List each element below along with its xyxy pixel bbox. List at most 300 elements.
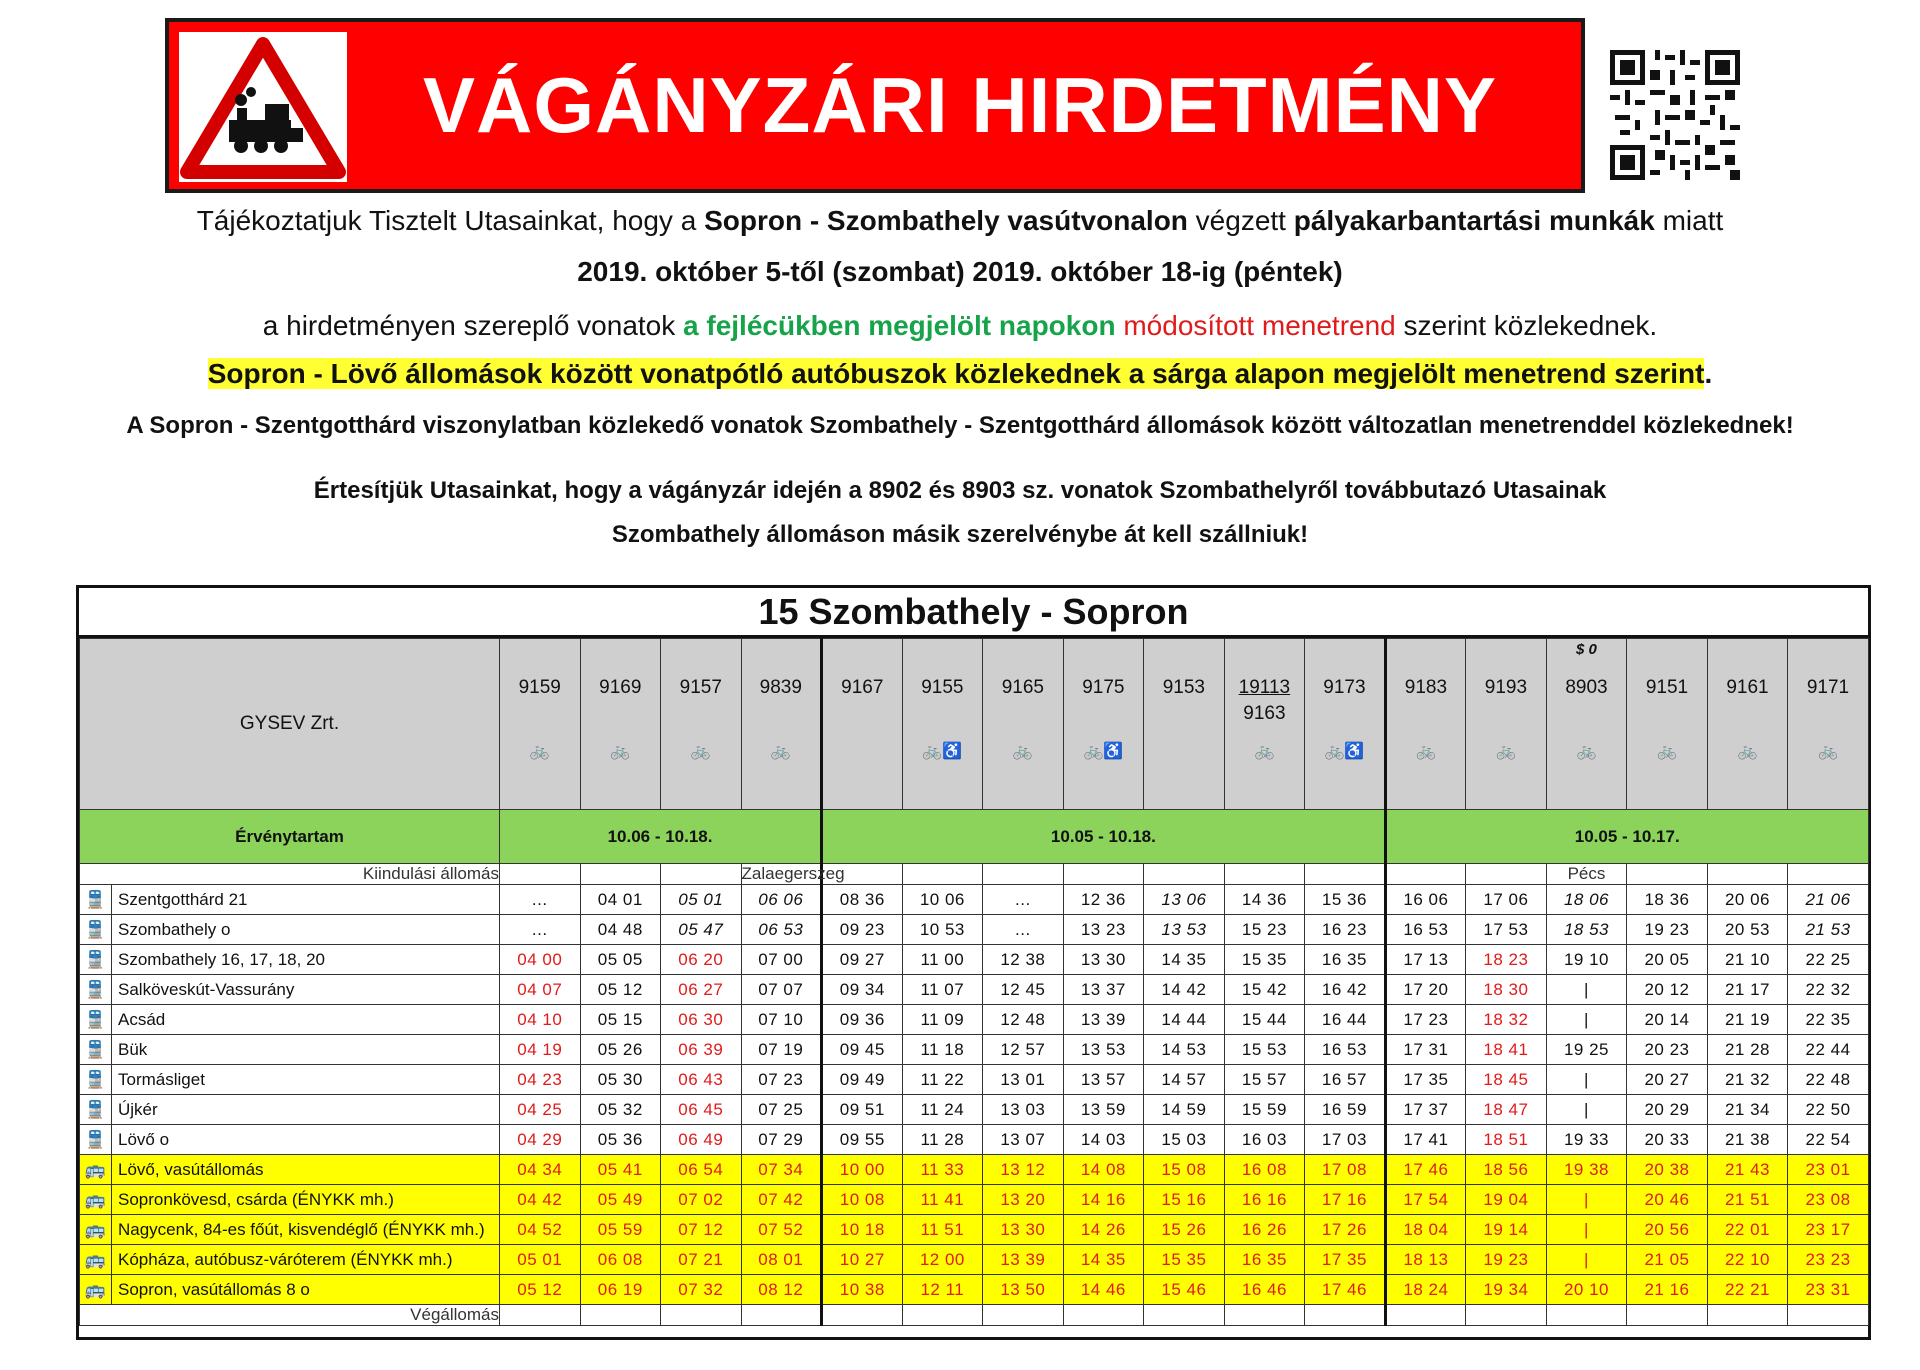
departure-time: 05 05 xyxy=(580,945,661,975)
departure-time: 13 03 xyxy=(983,1095,1064,1125)
departure-time: 14 08 xyxy=(1063,1155,1144,1185)
mini-cell xyxy=(1627,864,1708,885)
departure-time: 12 57 xyxy=(983,1035,1064,1065)
train-number: 9167 xyxy=(841,677,884,698)
departure-time: | xyxy=(1546,1185,1627,1215)
timetable xyxy=(76,585,1871,1340)
departure-time: 05 26 xyxy=(580,1035,661,1065)
departure-time: 07 23 xyxy=(741,1065,822,1095)
train-header xyxy=(1305,639,1386,810)
departure-time: 16 44 xyxy=(1305,1005,1386,1035)
departure-time: 15 16 xyxy=(1144,1185,1225,1215)
departure-time: 05 01 xyxy=(661,885,742,915)
departure-time: 22 50 xyxy=(1788,1095,1869,1125)
departure-time: 14 59 xyxy=(1144,1095,1225,1125)
mini-cell xyxy=(500,1305,581,1326)
departure-time: 11 22 xyxy=(902,1065,983,1095)
train-number-secondary xyxy=(1144,703,1224,725)
departure-time: 16 35 xyxy=(1305,945,1386,975)
departure-time: 19 10 xyxy=(1546,945,1627,975)
train-icon: 🚆 xyxy=(80,915,112,945)
departure-time: 21 06 xyxy=(1788,885,1869,915)
departure-time: 17 37 xyxy=(1385,1095,1466,1125)
departure-time: 21 51 xyxy=(1707,1185,1788,1215)
departure-time: 21 17 xyxy=(1707,975,1788,1005)
departure-time: 21 34 xyxy=(1707,1095,1788,1125)
notice-paragraph-1 xyxy=(0,205,1920,237)
departure-time: 15 35 xyxy=(1224,945,1305,975)
departure-time: | xyxy=(1546,1215,1627,1245)
timetable-title: 15 Szombathely - Sopron xyxy=(79,588,1868,638)
departure-time: 07 07 xyxy=(741,975,822,1005)
departure-time: 13 30 xyxy=(1063,945,1144,975)
bicycle-icon: 🚲 xyxy=(1415,743,1436,760)
timetable-grid xyxy=(79,638,1869,1326)
notice-red-text: módosított menetrend xyxy=(1123,310,1396,341)
departure-time: 06 45 xyxy=(661,1095,742,1125)
notice-paragraph-3 xyxy=(0,310,1920,342)
departure-time: 13 30 xyxy=(983,1215,1064,1245)
departure-time: | xyxy=(1546,1065,1627,1095)
train-number-secondary xyxy=(661,703,741,725)
mini-cell xyxy=(1707,1305,1788,1326)
departure-time: 15 26 xyxy=(1144,1215,1225,1245)
departure-time: 05 32 xyxy=(580,1095,661,1125)
banner-title: VÁGÁNYZÁRI HIRDETMÉNY xyxy=(422,61,1498,149)
mini-cell xyxy=(1063,1305,1144,1326)
departure-time: 16 03 xyxy=(1224,1125,1305,1155)
bicycle-icon: 🚲♿ xyxy=(1083,743,1124,760)
train-header xyxy=(1707,639,1788,810)
departure-time: 06 27 xyxy=(661,975,742,1005)
departure-time: 05 30 xyxy=(580,1065,661,1095)
mini-cell xyxy=(1144,864,1225,885)
departure-time: 09 55 xyxy=(822,1125,903,1155)
train-icon: 🚆 xyxy=(80,975,112,1005)
departure-time: 12 11 xyxy=(902,1275,983,1305)
notice-banner xyxy=(165,18,1585,193)
departure-time: 11 51 xyxy=(902,1215,983,1245)
departure-time: 20 46 xyxy=(1627,1185,1708,1215)
departure-time: 10 38 xyxy=(822,1275,903,1305)
departure-time: 13 39 xyxy=(983,1245,1064,1275)
departure-time: 21 53 xyxy=(1788,915,1869,945)
station-name: Lövő, vasútállomás xyxy=(112,1155,500,1185)
notice-work-type: pályakarbantartási munkák xyxy=(1293,205,1655,236)
departure-time: 04 23 xyxy=(500,1065,581,1095)
departure-time: 20 10 xyxy=(1546,1275,1627,1305)
departure-time: 18 13 xyxy=(1385,1245,1466,1275)
departure-time: 04 01 xyxy=(580,885,661,915)
bicycle-icon: 🚲 xyxy=(1012,743,1033,760)
departure-time: 15 42 xyxy=(1224,975,1305,1005)
train-icon: 🚆 xyxy=(80,885,112,915)
departure-time: 13 59 xyxy=(1063,1095,1144,1125)
train-number-secondary xyxy=(500,703,580,725)
departure-time: 07 34 xyxy=(741,1155,822,1185)
departure-time: 18 24 xyxy=(1385,1275,1466,1305)
departure-time: 18 36 xyxy=(1627,885,1708,915)
railway-crossing-sign-icon xyxy=(179,32,347,182)
departure-time: 15 57 xyxy=(1224,1065,1305,1095)
departure-time: 20 12 xyxy=(1627,975,1708,1005)
bicycle-icon: 🚲 xyxy=(1576,743,1597,760)
mini-cell xyxy=(1224,1305,1305,1326)
departure-time: 17 31 xyxy=(1385,1035,1466,1065)
mini-cell xyxy=(1385,1305,1466,1326)
train-symbol xyxy=(1788,641,1868,663)
train-number-secondary xyxy=(1466,703,1546,725)
station-name: Szentgotthárd 21 xyxy=(112,885,500,915)
notice-transfer-1: Értesítjük Utasainkat, hogy a vágányzár idején a 8902 és 8903 sz. vonatok Szombathelyről továbbutazó Utasainak xyxy=(313,477,1607,504)
train-header xyxy=(1385,639,1466,810)
train-number: 8903 xyxy=(1565,677,1608,698)
notice-text: miatt xyxy=(1654,205,1724,236)
departure-time: 07 00 xyxy=(741,945,822,975)
departure-time: 20 29 xyxy=(1627,1095,1708,1125)
departure-time: 14 46 xyxy=(1063,1275,1144,1305)
departure-time: 14 03 xyxy=(1063,1125,1144,1155)
departure-time: 04 34 xyxy=(500,1155,581,1185)
departure-time: 22 10 xyxy=(1707,1245,1788,1275)
bicycle-icon: 🚲♿ xyxy=(922,743,963,760)
train-number: 9159 xyxy=(518,677,561,698)
station-name: Tormásliget xyxy=(112,1065,500,1095)
mini-cell xyxy=(1224,864,1305,885)
train-symbol xyxy=(1627,641,1707,663)
departure-time: 17 46 xyxy=(1385,1155,1466,1185)
departure-time: 13 50 xyxy=(983,1275,1064,1305)
station-name: Sopronkövesd, csárda (ÉNYKK mh.) xyxy=(112,1185,500,1215)
departure-time: 05 49 xyxy=(580,1185,661,1215)
departure-time: 05 12 xyxy=(500,1275,581,1305)
departure-time: 17 13 xyxy=(1385,945,1466,975)
bicycle-icon: 🚲 xyxy=(1818,743,1838,760)
train-number-secondary xyxy=(983,703,1063,725)
departure-time: 13 01 xyxy=(983,1065,1064,1095)
bicycle-icon: 🚲 xyxy=(1657,743,1677,760)
departure-time: 15 44 xyxy=(1224,1005,1305,1035)
train-icon: 🚆 xyxy=(80,1005,112,1035)
notice-szentgotthard: A Sopron - Szentgotthárd viszonylatban közlekedő vonatok Szombathely - Szentgotthárd állomások között változatlan menetrenddel közlekednek! xyxy=(126,412,1794,439)
departure-time: 07 10 xyxy=(741,1005,822,1035)
bicycle-icon: 🚲 xyxy=(770,743,791,760)
departure-time: 19 23 xyxy=(1466,1245,1547,1275)
departure-time: 21 19 xyxy=(1707,1005,1788,1035)
departure-time: 23 08 xyxy=(1788,1185,1869,1215)
departure-time: 14 26 xyxy=(1063,1215,1144,1245)
departure-time: 06 08 xyxy=(580,1245,661,1275)
departure-time: 12 38 xyxy=(983,945,1064,975)
train-symbol xyxy=(661,641,741,663)
train-number-secondary xyxy=(1064,703,1144,725)
train-icon: 🚆 xyxy=(80,945,112,975)
train-symbol xyxy=(581,641,661,663)
departure-time: 11 07 xyxy=(902,975,983,1005)
departure-time: 04 25 xyxy=(500,1095,581,1125)
departure-time: 14 53 xyxy=(1144,1035,1225,1065)
bus-icon: 🚌 xyxy=(80,1215,112,1245)
departure-time: 19 33 xyxy=(1546,1125,1627,1155)
departure-time: 22 25 xyxy=(1788,945,1869,975)
departure-time: 13 23 xyxy=(1063,915,1144,945)
train-header xyxy=(822,639,903,810)
qr-code-icon[interactable] xyxy=(1610,50,1740,180)
validity-label: Érvénytartam xyxy=(80,810,500,864)
departure-time: 08 01 xyxy=(741,1245,822,1275)
departure-time: 13 37 xyxy=(1063,975,1144,1005)
departure-time: 17 46 xyxy=(1305,1275,1386,1305)
departure-time: 21 32 xyxy=(1707,1065,1788,1095)
station-name: Újkér xyxy=(112,1095,500,1125)
train-number: 9165 xyxy=(1001,677,1044,698)
train-symbol xyxy=(1305,641,1384,663)
departure-time: 09 23 xyxy=(822,915,903,945)
departure-time: 17 03 xyxy=(1305,1125,1386,1155)
train-number: 19113 xyxy=(1238,677,1291,698)
train-header xyxy=(1466,639,1547,810)
departure-time: 15 36 xyxy=(1305,885,1386,915)
departure-time: 07 02 xyxy=(661,1185,742,1215)
departure-time: 14 57 xyxy=(1144,1065,1225,1095)
terminal-station-caption: Végállomás xyxy=(80,1305,500,1326)
train-number: 9839 xyxy=(759,677,802,698)
mini-cell xyxy=(1305,864,1386,885)
departure-time: 06 49 xyxy=(661,1125,742,1155)
station-name: Bük xyxy=(112,1035,500,1065)
departure-time: | xyxy=(1546,1005,1627,1035)
departure-time: 22 44 xyxy=(1788,1035,1869,1065)
train-header xyxy=(1063,639,1144,810)
departure-time: 07 52 xyxy=(741,1215,822,1245)
departure-time: 11 28 xyxy=(902,1125,983,1155)
train-symbol xyxy=(1708,641,1788,663)
departure-time: 09 27 xyxy=(822,945,903,975)
departure-time: 15 03 xyxy=(1144,1125,1225,1155)
departure-time: 11 00 xyxy=(902,945,983,975)
departure-time: 20 06 xyxy=(1707,885,1788,915)
departure-time: 09 49 xyxy=(822,1065,903,1095)
train-symbol xyxy=(1064,641,1144,663)
departure-time: 05 59 xyxy=(580,1215,661,1245)
train-number-secondary xyxy=(742,703,821,725)
departure-time: | xyxy=(1546,1095,1627,1125)
train-number: 9155 xyxy=(921,677,964,698)
departure-time: 04 48 xyxy=(580,915,661,945)
train-number-secondary xyxy=(1387,703,1466,725)
train-number-secondary xyxy=(1305,703,1384,725)
mini-cell xyxy=(1305,1305,1386,1326)
train-header xyxy=(1546,639,1627,810)
departure-time: 16 06 xyxy=(1385,885,1466,915)
train-number-secondary xyxy=(823,703,902,725)
train-number: 9173 xyxy=(1323,677,1366,698)
departure-time: 06 39 xyxy=(661,1035,742,1065)
departure-time: 23 23 xyxy=(1788,1245,1869,1275)
origin-station-caption: Kiindulási állomás xyxy=(80,864,500,885)
departure-time: 11 18 xyxy=(902,1035,983,1065)
departure-time: 06 30 xyxy=(661,1005,742,1035)
departure-time: 09 34 xyxy=(822,975,903,1005)
departure-time: 13 57 xyxy=(1063,1065,1144,1095)
departure-time: 21 10 xyxy=(1707,945,1788,975)
notice-green-text: a fejlécükben megjelölt napokon xyxy=(683,310,1116,341)
departure-time: 10 53 xyxy=(902,915,983,945)
departure-time: 06 43 xyxy=(661,1065,742,1095)
departure-time: 22 54 xyxy=(1788,1125,1869,1155)
departure-time: 04 19 xyxy=(500,1035,581,1065)
bus-icon: 🚌 xyxy=(80,1155,112,1185)
departure-time: 06 53 xyxy=(741,915,822,945)
train-symbol xyxy=(1466,641,1546,663)
mini-cell xyxy=(1063,864,1144,885)
departure-time: 15 59 xyxy=(1224,1095,1305,1125)
departure-time: 10 06 xyxy=(902,885,983,915)
station-name: Kópháza, autóbusz-váróterem (ÉNYKK mh.) xyxy=(112,1245,500,1275)
departure-time: 07 12 xyxy=(661,1215,742,1245)
departure-time: 17 26 xyxy=(1305,1215,1386,1245)
departure-time: 18 06 xyxy=(1546,885,1627,915)
departure-time: 19 04 xyxy=(1466,1185,1547,1215)
departure-time: ... xyxy=(983,885,1064,915)
notice-bus-replacement xyxy=(0,358,1920,390)
departure-time: 18 47 xyxy=(1466,1095,1547,1125)
departure-time: 17 23 xyxy=(1385,1005,1466,1035)
departure-time: 20 05 xyxy=(1627,945,1708,975)
departure-time: 04 42 xyxy=(500,1185,581,1215)
train-number: 9169 xyxy=(599,677,642,698)
train-symbol xyxy=(903,641,983,663)
departure-time: 16 35 xyxy=(1224,1245,1305,1275)
departure-time: 19 38 xyxy=(1546,1155,1627,1185)
departure-time: 23 17 xyxy=(1788,1215,1869,1245)
mini-cell xyxy=(1707,864,1788,885)
notice-text: végzett xyxy=(1187,205,1294,236)
departure-time: ... xyxy=(500,885,581,915)
train-icon: 🚆 xyxy=(80,1095,112,1125)
departure-time: 19 25 xyxy=(1546,1035,1627,1065)
departure-time: 13 39 xyxy=(1063,1005,1144,1035)
departure-time: 21 16 xyxy=(1627,1275,1708,1305)
departure-time: 13 53 xyxy=(1144,915,1225,945)
departure-time: 07 29 xyxy=(741,1125,822,1155)
departure-time: 16 08 xyxy=(1224,1155,1305,1185)
train-symbol xyxy=(1144,641,1224,663)
departure-time: 17 54 xyxy=(1385,1185,1466,1215)
train-number-secondary xyxy=(903,703,983,725)
departure-time: 13 12 xyxy=(983,1155,1064,1185)
train-header xyxy=(1627,639,1708,810)
train-number: 9153 xyxy=(1162,677,1206,698)
train-number: 9175 xyxy=(1082,677,1125,698)
departure-time: 18 45 xyxy=(1466,1065,1547,1095)
departure-time: 20 53 xyxy=(1707,915,1788,945)
departure-time: | xyxy=(1546,1245,1627,1275)
departure-time: 05 36 xyxy=(580,1125,661,1155)
departure-time: 20 56 xyxy=(1627,1215,1708,1245)
bicycle-icon: 🚲♿ xyxy=(1324,743,1365,760)
mini-cell xyxy=(500,864,581,885)
departure-time: 19 23 xyxy=(1627,915,1708,945)
departure-time: 18 23 xyxy=(1466,945,1547,975)
operator-label: GYSEV Zrt. xyxy=(80,639,500,810)
mini-cell xyxy=(983,864,1064,885)
validity-range: 10.05 - 10.18. xyxy=(822,810,1386,864)
departure-time: 04 00 xyxy=(500,945,581,975)
departure-time: 18 53 xyxy=(1546,915,1627,945)
station-name: Sopron, vasútállomás 8 o xyxy=(112,1275,500,1305)
departure-time: 15 46 xyxy=(1144,1275,1225,1305)
origin-caption-zalaegerszeg: Zalaegerszeg xyxy=(741,864,845,883)
departure-time: 10 18 xyxy=(822,1215,903,1245)
departure-time: 17 35 xyxy=(1385,1065,1466,1095)
bus-icon: 🚌 xyxy=(80,1275,112,1305)
train-number-secondary xyxy=(1708,703,1788,725)
departure-time: 22 32 xyxy=(1788,975,1869,1005)
departure-time: 04 52 xyxy=(500,1215,581,1245)
departure-time: 14 16 xyxy=(1063,1185,1144,1215)
bus-icon: 🚌 xyxy=(80,1185,112,1215)
mini-cell xyxy=(902,864,983,885)
train-symbol xyxy=(1225,641,1305,663)
departure-time: 12 45 xyxy=(983,975,1064,1005)
train-number-secondary: 9163 xyxy=(1243,703,1286,724)
notice-transfer-2: Szombathely állomáson másik szerelvénybe át kell szállniuk! xyxy=(611,521,1309,548)
train-number: 9193 xyxy=(1484,677,1528,698)
train-icon: 🚆 xyxy=(80,1125,112,1155)
notice-highlighted-text: Sopron - Lövő állomások között vonatpótló autóbuszok közlekednek a sárga alapon megjelölt menetrend szerint xyxy=(207,358,1705,389)
departure-time: 21 43 xyxy=(1707,1155,1788,1185)
departure-time: 17 35 xyxy=(1305,1245,1386,1275)
notice-text: szerint közlekednek. xyxy=(1395,310,1658,341)
train-number: 9171 xyxy=(1806,677,1850,698)
departure-time: 17 08 xyxy=(1305,1155,1386,1185)
station-name: Salköveskút-Vassurány xyxy=(112,975,500,1005)
validity-range: 10.05 - 10.17. xyxy=(1385,810,1868,864)
departure-time: 15 08 xyxy=(1144,1155,1225,1185)
train-symbol xyxy=(983,641,1063,663)
station-name: Lövő o xyxy=(112,1125,500,1155)
station-name: Szombathely o xyxy=(112,915,500,945)
train-header xyxy=(500,639,581,810)
mini-cell xyxy=(661,1305,742,1326)
departure-time: 06 19 xyxy=(580,1275,661,1305)
train-number: 9183 xyxy=(1404,677,1448,698)
train-number-secondary xyxy=(1547,703,1627,725)
departure-time: 05 12 xyxy=(580,975,661,1005)
departure-time: 18 30 xyxy=(1466,975,1547,1005)
departure-time: 10 08 xyxy=(822,1185,903,1215)
departure-time: 20 38 xyxy=(1627,1155,1708,1185)
origin-caption-pecs: Pécs xyxy=(1546,864,1627,885)
departure-time: 13 06 xyxy=(1144,885,1225,915)
departure-time: | xyxy=(1546,975,1627,1005)
bicycle-icon: 🚲 xyxy=(529,743,550,760)
mini-cell xyxy=(1144,1305,1225,1326)
departure-time: 07 19 xyxy=(741,1035,822,1065)
departure-time: 10 27 xyxy=(822,1245,903,1275)
mini-cell xyxy=(1466,864,1547,885)
train-number: 9161 xyxy=(1726,677,1769,698)
bus-icon: 🚌 xyxy=(80,1245,112,1275)
mini-cell xyxy=(1546,1305,1627,1326)
departure-time: ... xyxy=(500,915,581,945)
train-header xyxy=(983,639,1064,810)
departure-time: 16 26 xyxy=(1224,1215,1305,1245)
departure-time: 05 01 xyxy=(500,1245,581,1275)
departure-time: 13 53 xyxy=(1063,1035,1144,1065)
departure-time: 16 46 xyxy=(1224,1275,1305,1305)
